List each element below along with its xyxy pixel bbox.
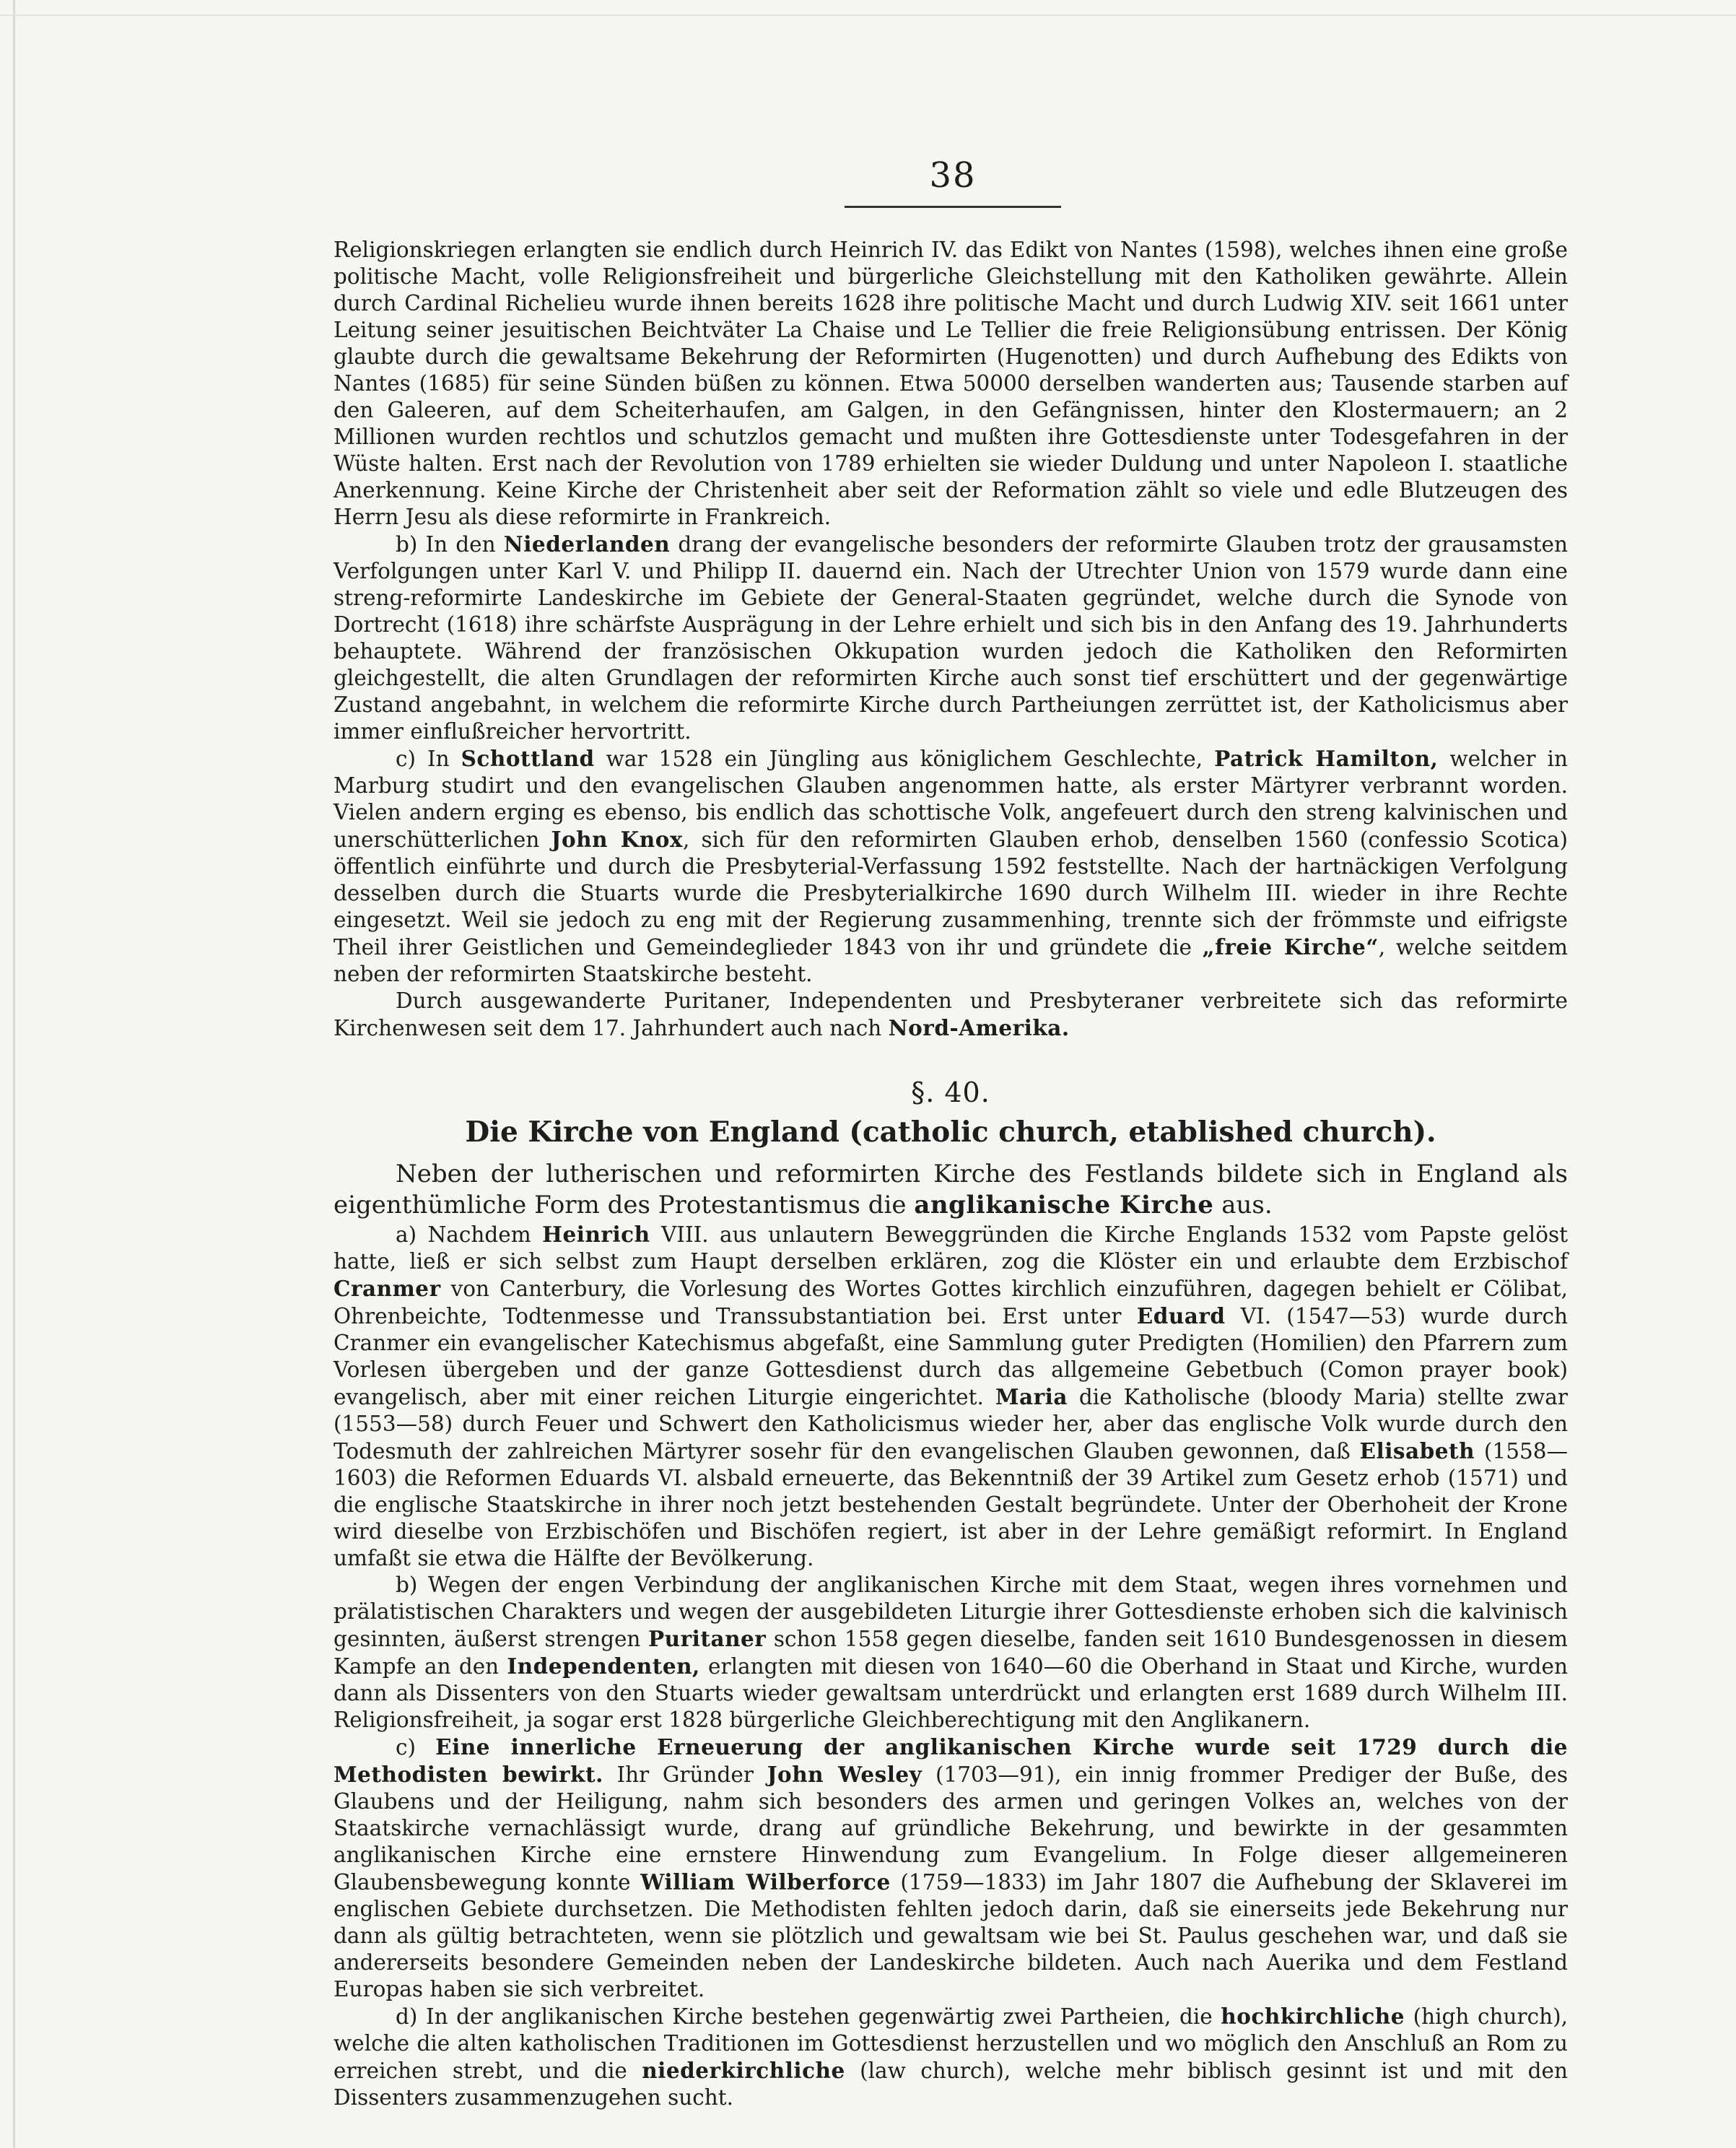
text: b) In den (396, 532, 504, 557)
paragraph-netherlands (333, 531, 1568, 745)
bold-term: Cranmer (333, 1276, 441, 1301)
bold-term: hochkirchliche (1221, 2004, 1405, 2029)
page-header (837, 155, 1068, 208)
page-edge-left (13, 0, 15, 2148)
paragraph-c (333, 1734, 1568, 2003)
paragraph-b (333, 1572, 1568, 1734)
bold-term: William Wilberforce (640, 1869, 891, 1895)
paragraph-scotland (333, 745, 1568, 988)
text: drang der evangelische besonders der reformirte Glauben trotz der grausamsten Verfolgungen unter Karl V. und Philipp II. dauernd ein. Nach der Utrechter Union von 1579 wurde dann eine streng-reformirte Landeskirche im Gebiete der General-Staaten gegründet, welche durch die Synode von Dortrecht (1618) ihre schärfste Ausprägung in der Lehre erhielt und sich bis in den Anfang des 19. Jahrhunderts behauptete. Während der französischen Okkupation wurden jedoch die Katholiken den Reformirten gleichgestellt, die alten Grundlagen der reformirten Kirche auch sonst tief erschüttert und der gegenwärtige Zustand angebahnt, in welchem die reformirte Kirche durch Partheiungen zerrüttet ist, der Katholicismus aber immer einflußreicher hervortritt. (333, 532, 1568, 744)
lead-paragraph (333, 1159, 1568, 1221)
paragraph-france: Religionskriegen erlangten sie endlich durch Heinrich IV. das Edikt von Nantes (1598), welches ihnen eine große politische Macht, volle Religionsfreiheit und bürgerliche Gleichstellung mit den Katholiken gewährte. Allein durch Cardinal Richelieu wurde ihnen bereits 1628 ihre politische Macht und durch Ludwig XIV. seit 1661 unter Leitung seiner jesuitischen Beichtväter La Chaise und Le Tellier die freie Religionsübung entrissen. Der König glaubte durch die gewaltsame Bekehrung der Reformirten (Hugenotten) und durch Aufhebung des Edikts von Nantes (1685) für seine Sünden büßen zu können. Etwa 50000 derselben wanderten aus; Tausende starben auf den Galeeren, auf dem Scheiterhaufen, am Galgen, in den Gefängnissen, hinter den Klostermauern; an 2 Millionen wurden rechtlos und schutzlos gemacht und mußten ihre Gottesdienste unter Todesgefahren in der Wüste halten. Erst nach der Revolution von 1789 erhielten sie wieder Duldung und unter Napoleon I. staatliche Anerkennung. Keine Kirche der Christenheit aber seit der Reformation zählt so viele und edle Blutzeugen des Herrn Jesu als diese reformirte in Frankreich. (333, 238, 1568, 529)
text: Neben der lutherischen und reformirten Kirche des Festlands bildete sich in England als eigenthümliche Form des Protestantismus die (333, 1160, 1568, 1219)
text: , sich für den reformirten Glauben erhob, denselben 1560 (confessio Scotica) öffentlich einführte und durch die Presbyterial-Verfassung 1592 feststellte. Nach der hartnäckigen Verfolgung desselben durch die Stuarts wurde die Presbyterialkirche 1690 durch Wilhelm III. wieder in ihre Rechte eingesetzt. Weil sie jedoch zu eng mit der Regierung zusammenhing, trennte sich der frömmste und eifrigste Theil ihrer Geistlichen und Gemeindeglieder 1843 von ihr und gründete die (333, 827, 1569, 960)
paragraph-north-america (333, 988, 1568, 1042)
text: , welche seitdem neben der reformirten Staatskirche besteht. (333, 935, 1568, 986)
section-title-main: Die Kirche von England (465, 1116, 839, 1149)
page-number: 38 (929, 155, 977, 196)
text: Ihr Gründer (603, 1762, 767, 1787)
bold-term: Elisabeth (1359, 1438, 1475, 1464)
paragraph-d (333, 2003, 1568, 2111)
text: (high church), welche die alten katholischen Traditionen im Gottesdienst herzustellen und wo möglich den Anschluß an Rom zu erreichen strebt, und die (333, 2004, 1568, 2083)
text: d) In der anglikanischen Kirche bestehen gegenwärtig zwei Partheien, die (396, 2004, 1221, 2029)
paragraph-a (333, 1221, 1568, 1572)
text: VI. (1547—53) wurde durch Cranmer ein evangelischer Katechismus abgefaßt, eine Sammlung guter Predigten (Homilien) den Pfarrern zum Vorlesen übergeben und der ganze Gottesdienst durch das allgemeine Gebetbuch (Comon prayer book) evangelisch, aber mit einer reichen Liturgie eingerichtet. (333, 1304, 1568, 1409)
text: von Canterbury, die Vorlesung des Wortes Gottes kirchlich einzuführen, dagegen behielt er Cölibat, Ohrenbeichte, Todtenmesse und Transsubstantiation bei. Erst unter (333, 1277, 1568, 1329)
text: welcher in Marburg studirt und den evangelischen Glauben angenommen hatte, als erster Märtyrer verbrannt worden. Vielen andern erging es ebenso, bis endlich das schottische Volk, angefeuert durch den streng kalvinischen und unerschütterlichen (333, 747, 1568, 852)
text: war 1528 ein Jüngling aus königlichem Geschlechte, (594, 747, 1215, 771)
bold-term: niederkirchliche (642, 2058, 845, 2083)
section-title-subtitle: (catholic church, etablished church). (839, 1116, 1436, 1149)
bold-term: anglikanische Kirche (914, 1191, 1214, 1219)
bold-term: Nord-Amerika. (888, 1015, 1070, 1040)
text: Durch ausgewanderte Puritaner, Independenten und Presbyteraner verbreitete sich das reformirte Kirchenwesen seit dem 17. Jahrhundert auch nach (333, 988, 1568, 1040)
bold-term: John Knox (551, 827, 683, 852)
text: VIII. aus unlautern Beweggründen die Kirche Englands 1532 vom Papste gelöst hatte, ließ er sich selbst zum Haupt derselben erklären, zog die Klöster ein und erlaubte dem Erzbischof (333, 1222, 1568, 1274)
bold-term: Heinrich (542, 1222, 650, 1247)
text: a) Nachdem (396, 1222, 543, 1247)
text: erlangten mit diesen von 1640—60 die Oberhand in Staat und Kirche, wurden dann als Dissenters von den Stuarts wieder gewaltsam unterdrückt und erlangten erst 1689 durch Wilhelm III. Religionsfreiheit, ja sogar erst 1828 bürgerliche Gleichberechtigung mit den Anglikanern. (333, 1654, 1569, 1732)
bold-term: Eine innerliche Erneuerung der anglikanischen Kirche wurde seit 1729 durch die Methodisten bewirkt. (333, 1734, 1568, 1787)
section-number: §. 40. (911, 1077, 990, 1108)
text: schon 1558 gegen dieselbe, fanden seit 1610 Bundesgenossen in diesem Kampfe an den (333, 1627, 1568, 1679)
body-text (333, 237, 1568, 2111)
bold-term: Patrick Hamilton, (1214, 746, 1439, 771)
text: c) In (396, 747, 461, 771)
text: b) Wegen der engen Verbindung der anglikanischen Kirche mit dem Staat, wegen ihres vornehmen und prälatistischen Charakters und wegen der ausgebildeten Liturgie ihrer Gottesdienste erhoben sich die kalvinisch gesinnten, äußerst strengen (333, 1573, 1568, 1651)
text: (1558—1603) die Reformen Eduards VI. alsbald erneuerte, das Bekenntniß der 39 Artikel zum Gesetz erhob (1571) und die englische Staatskirche in ihrer noch jetzt bestehenden Gestalt begründete. Unter der Oberhoheit der Krone wird dieselbe von Erzbischöfen und Bischöfen regiert, ist aber in der Lehre gemäßigt reformirt. In England umfaßt sie etwa die Hälfte der Bevölkerung. (333, 1439, 1569, 1570)
section-title (333, 1116, 1568, 1149)
header-rule (845, 206, 1061, 208)
text: aus. (1213, 1191, 1273, 1219)
page-edge-top (0, 14, 1736, 16)
bold-term: Independenten, (507, 1653, 700, 1679)
bold-term: Maria (995, 1384, 1068, 1409)
bold-term: „freie Kirche“ (1202, 934, 1379, 960)
text: (law church), welche mehr biblisch gesinnt ist und mit den Dissenters zusammenzugehen sucht. (333, 2058, 1568, 2110)
text: c) (396, 1735, 436, 1760)
text: (1759—1833) im Jahr 1807 die Aufhebung der Sklaverei im englischen Gebiete durchsetzen. Die Methodisten fehlten jedoch darin, daß sie einerseits jede Bekehrung nur dann als gültig betrachteten, wenn sie plötzlich und gewaltsam wie bei St. Paulus geschehen war, und daß sie andererseits besondere Gemeinden neben der Landeskirche bildeten. Auch nach Auerika und dem Festland Europas haben sie sich verbreitet. (333, 1870, 1568, 2001)
bold-term: Schottland (461, 746, 595, 771)
bold-term: Puritaner (647, 1626, 767, 1651)
text: die Katholische (bloody Maria) stellte zwar (1553—58) durch Feuer und Schwert den Katholicismus wieder her, aber das englische Volk wurde durch den Todesmuth der zahlreichen Märtyrer sosehr für den evangelischen Glauben gewonnen, daß (333, 1385, 1568, 1464)
bold-term: Niederlanden (503, 531, 671, 557)
text: (1703—91), ein innig frommer Prediger der Buße, des Glaubens und der Heiligung, nahm sich besonders des armen und geringen Volkes an, welches von der Staatskirche vernachlässigt wurde, drang auf gründliche Bekehrung, und bewirkte in der gesammten anglikanischen Kirche eine ernstere Hinwendung zum Evangelium. In Folge dieser allgemeineren Glaubensbewegung konnte (333, 1762, 1568, 1895)
bold-term: Eduard (1136, 1303, 1226, 1329)
bold-term: John Wesley (767, 1762, 922, 1787)
